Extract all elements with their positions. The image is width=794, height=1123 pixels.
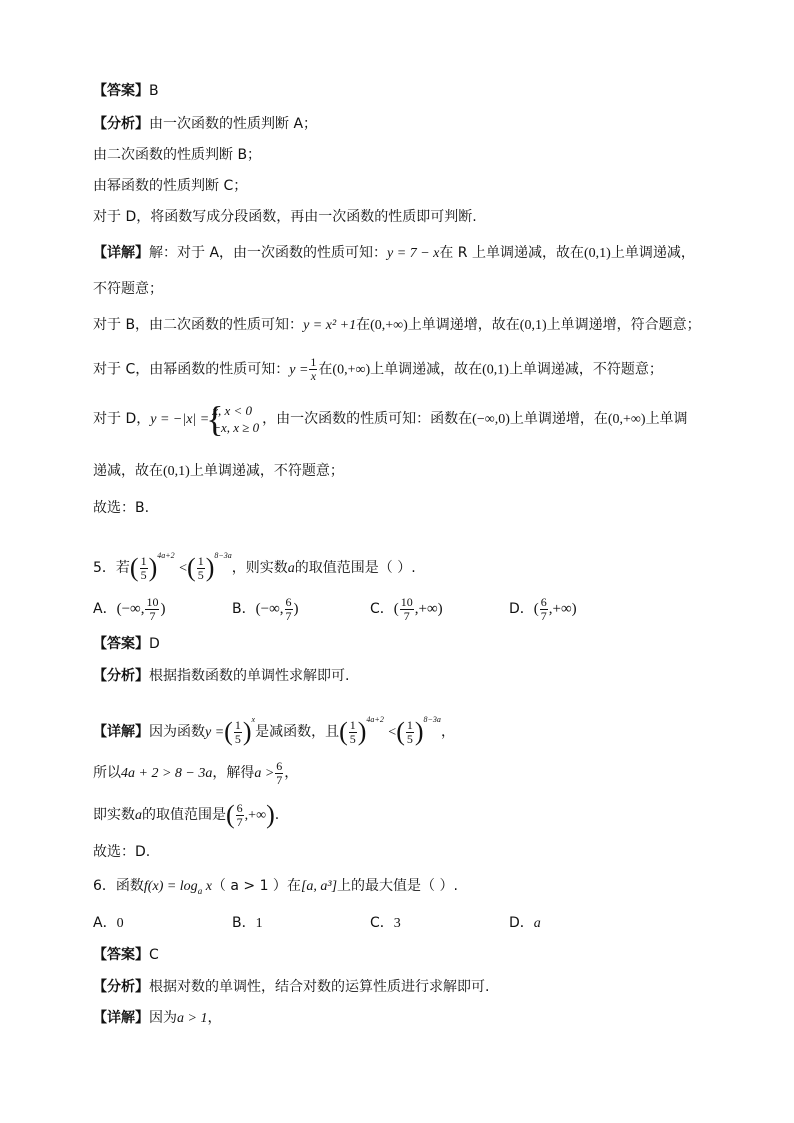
detail-text: ，解得 [212, 765, 255, 781]
numerator: 6 [236, 800, 243, 815]
q6-option-d [509, 913, 541, 934]
detail-tag: 【详解】 [93, 245, 149, 261]
analysis-text: 根据对数的单调性，结合对数的运算性质进行求解即可. [149, 979, 490, 995]
detail-text: 上单调递增，在 [509, 411, 608, 427]
range-upper: ,+∞ [244, 808, 267, 823]
variable: a [287, 561, 295, 576]
denominator: 7 [540, 608, 547, 623]
option-right: ) [293, 601, 299, 617]
numerator: 1 [234, 717, 241, 732]
fraction [275, 760, 283, 787]
denominator: 5 [349, 731, 356, 746]
q5-option-d [509, 594, 577, 624]
option-label: A． [93, 915, 117, 931]
q5-option-a [93, 594, 165, 624]
q5-answer-line [93, 634, 160, 654]
numerator: 6 [276, 758, 283, 773]
detail-text: ， [207, 1010, 222, 1026]
denominator: 5 [234, 731, 241, 746]
log-base: a [197, 885, 203, 896]
q4-detail-d [93, 399, 688, 439]
numerator: 6 [285, 594, 292, 609]
option-label: C． [370, 601, 394, 617]
fraction [400, 596, 414, 623]
answer-tag: 【答案】 [93, 83, 149, 99]
interval: (−∞,0) [472, 412, 510, 427]
piecewise [206, 399, 260, 439]
q6-detail-line [93, 1008, 221, 1029]
paren: ) [242, 717, 252, 746]
option-label: D． [509, 915, 534, 931]
detail-text: 上单调递减，不符题意； [189, 463, 344, 479]
paren: ( [396, 717, 405, 746]
answer-value: D [149, 636, 160, 652]
denominator: 7 [285, 608, 292, 623]
interval: (0,1) [163, 464, 190, 479]
q6-option-c [370, 913, 401, 934]
q5-stem [93, 538, 416, 587]
denominator: 5 [406, 731, 413, 746]
q6-option-a [93, 913, 124, 934]
detail-text: 对于 D， [93, 411, 151, 427]
option-label: B． [232, 601, 256, 617]
condition: （ a > 1 ） [211, 878, 287, 894]
detail-text: 解：对于 A，由一次函数的性质可知： [149, 245, 388, 261]
detail-text: 的取值范围是 [142, 807, 226, 823]
option-value: 1 [255, 916, 263, 931]
q4-detail-d-cont [93, 461, 344, 482]
case-1: x, x < 0 [212, 403, 253, 418]
detail-text: 递减，故在 [93, 463, 163, 479]
q5-conclusion: 故选：D. [93, 844, 151, 860]
question-number: 5．若 [93, 560, 130, 576]
q4-detail-b [93, 315, 701, 336]
detail-text: 即实数 [93, 807, 135, 823]
option-right: ) [160, 601, 166, 617]
detail-text: 是减函数，且 [255, 724, 340, 740]
interval: (0,+∞) [607, 412, 646, 427]
option-value: 0 [116, 916, 124, 931]
fraction [309, 356, 317, 383]
option-label: B． [232, 915, 256, 931]
detail-text: 在 [356, 317, 371, 333]
exponent: 4a+2 [157, 551, 175, 560]
solution: a > [254, 766, 275, 781]
fraction [236, 802, 244, 829]
q4-analysis-line-2: 由二次函数的性质判断 B； [93, 147, 262, 163]
paren: ( [129, 553, 139, 582]
exponent: 8−3a [214, 551, 232, 560]
question-text: ，则实数 [231, 560, 288, 576]
answer-value: C [149, 947, 159, 963]
exponent: x [251, 715, 256, 724]
detail-text: ， [284, 765, 299, 781]
analysis-text: 根据指数函数的单调性求解即可. [149, 668, 350, 684]
option-value: a [533, 916, 541, 931]
detail-tag: 【详解】 [93, 724, 149, 740]
option-left: (−∞, [116, 601, 145, 617]
q5-detail-2 [93, 756, 298, 791]
fraction [140, 555, 148, 582]
formula: y = −|x| = [150, 412, 210, 427]
case-2: −x, x ≥ 0 [212, 420, 260, 435]
numerator: 1 [349, 717, 356, 732]
denominator: x [310, 369, 317, 383]
inequality: 4a + 2 > 8 − 3a [121, 766, 213, 781]
paren: ( [339, 717, 348, 746]
detail-text: 对于 C，由幂函数的性质可知： [93, 361, 290, 378]
interval: (0,+∞) [332, 362, 371, 378]
formula: y = [205, 725, 225, 740]
function-arg: x [202, 879, 212, 894]
detail-text: 所以 [93, 765, 121, 781]
paren: ) [266, 800, 275, 829]
denominator: 7 [149, 608, 156, 623]
denominator: 5 [140, 567, 147, 582]
numerator: 1 [140, 553, 147, 568]
detail-text: 上单调递减，不符题意； [508, 361, 663, 378]
fraction [406, 719, 414, 746]
denominator: 7 [403, 608, 410, 623]
fraction [197, 555, 205, 582]
brace: { [206, 399, 224, 439]
option-label: A． [93, 601, 117, 617]
detail-tag: 【详解】 [93, 1010, 149, 1026]
paren: ) [205, 553, 215, 582]
condition: a > 1 [177, 1011, 208, 1026]
question-text: 在 [286, 878, 301, 894]
paren: ( [226, 800, 235, 829]
q4-analysis-line [93, 114, 317, 134]
option-label: C． [370, 915, 394, 931]
function: f(x) = log [143, 879, 198, 894]
detail-text: 在 R 上单调递减，故在 [439, 245, 584, 261]
paren: ) [414, 717, 424, 746]
q4-conclusion: 故选：B. [93, 500, 150, 516]
option-left: ( [393, 601, 399, 617]
detail-text: 在 [318, 361, 333, 378]
numerator: 1 [197, 553, 204, 568]
denominator: 7 [236, 814, 243, 829]
formula: y = x² +1 [303, 318, 357, 333]
q4-detail-a-cont: 不符题意； [93, 281, 163, 297]
detail-text: ， [440, 724, 455, 740]
detail-text: 因为函数 [149, 724, 205, 740]
formula: y = 7 − x [387, 246, 440, 261]
option-value: 3 [393, 916, 401, 931]
detail-text: 上单调递增，符合题意； [546, 317, 701, 333]
detail-text: 因为 [149, 1010, 177, 1026]
analysis-text: 由一次函数的性质判断 A； [149, 116, 318, 132]
q4-analysis-line-3: 由幂函数的性质判断 C； [93, 178, 248, 194]
q5-detail-1 [93, 702, 455, 751]
analysis-tag: 【分析】 [93, 116, 149, 132]
question-text: 上的最大值是（ ）. [337, 878, 458, 894]
q5-option-b [232, 594, 299, 624]
interval: (0,+∞) [370, 318, 408, 333]
q5-option-c [370, 594, 443, 624]
detail-text: 对于 B，由二次函数的性质可知： [93, 317, 304, 333]
detail-text: 上单调 [645, 411, 688, 427]
less-than: < [388, 725, 397, 740]
answer-value: B [149, 83, 159, 99]
option-right: ,+∞) [414, 601, 443, 617]
numerator: 1 [406, 717, 413, 732]
paren: ( [187, 553, 196, 582]
detail-text: . [274, 807, 280, 823]
fraction [540, 596, 548, 623]
option-left: ( [533, 601, 539, 617]
detail-text: 上单调递增，故在 [407, 317, 520, 333]
paren: ( [224, 717, 233, 746]
answer-tag: 【答案】 [93, 636, 149, 652]
option-label: D． [509, 601, 534, 617]
q6-stem [93, 876, 458, 901]
q5-detail-3 [93, 798, 279, 833]
q4-answer-line [93, 81, 159, 101]
numerator: 10 [146, 594, 159, 609]
option-right: ,+∞) [548, 601, 577, 617]
variable: a [135, 808, 142, 823]
interval: (0,1) [482, 362, 509, 378]
interval: [a, a³] [300, 879, 338, 894]
numerator: 6 [540, 594, 547, 609]
fraction [285, 596, 293, 623]
analysis-tag: 【分析】 [93, 668, 149, 684]
interval: (0,1) [584, 246, 611, 261]
denominator: 7 [276, 772, 283, 787]
q4-detail-a [93, 243, 695, 264]
numerator: 10 [400, 594, 413, 609]
option-left: (−∞, [255, 601, 284, 617]
answer-tag: 【答案】 [93, 947, 149, 963]
exponent: 8−3a [423, 715, 441, 724]
q6-option-b [232, 913, 263, 934]
q6-answer-line [93, 945, 159, 965]
denominator: 5 [197, 567, 204, 582]
analysis-tag: 【分析】 [93, 979, 149, 995]
q4-detail-c [93, 356, 663, 383]
fraction [145, 596, 159, 623]
detail-text: ，由一次函数的性质可知：函数在 [262, 411, 473, 427]
question-number: 6．函数 [93, 878, 144, 894]
fraction [234, 719, 242, 746]
fraction [349, 719, 357, 746]
formula: y = [289, 362, 309, 378]
q5-analysis-line [93, 666, 349, 686]
paren: ) [148, 553, 158, 582]
q4-analysis-line-4: 对于 D，将函数写成分段函数，再由一次函数的性质即可判断. [93, 209, 477, 225]
detail-text: 上单调递减，故在 [370, 361, 483, 378]
paren: ) [357, 717, 367, 746]
detail-text: 上单调递减， [610, 245, 695, 261]
q6-analysis-line [93, 977, 489, 997]
exponent: 4a+2 [366, 715, 384, 724]
interval: (0,1) [519, 318, 547, 333]
numerator: 1 [310, 355, 317, 369]
less-than: < [179, 561, 188, 576]
question-text: 的取值范围是（ ）. [294, 560, 416, 576]
